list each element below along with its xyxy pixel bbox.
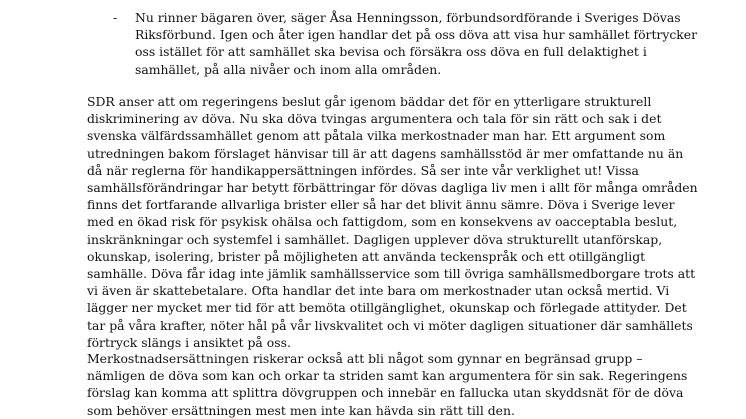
paragraph-merkostnad <box>87 350 737 419</box>
paragraph-line: inskränkningar och systemfel i samhället. Dagligen upplever döva strukturellt utanförskap, <box>87 231 663 247</box>
paragraph-line: diskriminering av döva. Nu ska döva tvingas argumentera och tala för sin rätt och sak i det <box>87 111 662 127</box>
bullet-marker: - <box>113 10 118 25</box>
bullet-line: Nu rinner bägaren över, säger Åsa Henningsson, förbundsordförande i Sveriges Dövas <box>135 10 681 25</box>
paragraph-line: som behöver ersättningen mest men inte kan hävda sin rätt till den. <box>87 402 515 418</box>
paragraph-line: vi även är skattebetalare. Ofta handlar det inte bara om merkostnader utan också mertid. Vi <box>87 283 670 299</box>
paragraph-line: då när reglerna för handikappersättningen infördes. Så ser inte vår verklighet ut! Vissa <box>87 162 639 178</box>
paragraph-line: tar på våra krafter, nöter hål på vår livskvalitet och vi möter dagligen situationer där samhällets <box>87 317 693 333</box>
paragraph-line: finns det fortfarande allvarliga brister eller så har det blivit ännu sämre. Döva i Sverige lever <box>87 197 675 213</box>
paragraph-line: lägger ner mycket mer tid för att bemöta otillgänglighet, okunskap och förlegade attityder. Det <box>87 300 687 316</box>
paragraph-line: Merkostnadsersättningen riskerar också att bli något som gynnar en begränsad grupp – <box>87 351 643 366</box>
bullet-line: oss istället för att samhället ska bevisa och försäkra oss döva en full delaktighet i <box>135 44 647 60</box>
bullet-line: samhället, på alla nivåer och inom alla områden. <box>135 61 442 77</box>
paragraph-line: med en ökad risk för psykisk ohälsa och fattigdom, som en konsekvens av oacceptabla beslut, <box>87 214 678 230</box>
paragraph-sdr-position <box>87 93 737 351</box>
bullet-text <box>135 9 735 78</box>
paragraph-line: samhälle. Döva får idag inte jämlik samhällsservice som till övriga samhällsmedborgare trots att <box>87 266 696 282</box>
paragraph-line: SDR anser att om regeringens beslut går igenom bäddar det för en ytterligare strukturell <box>87 94 652 109</box>
paragraph-line: förslag kan komma att splittra dövgruppen och innebär en fallucka utan skyddsnät för de döva <box>87 385 684 401</box>
paragraph-line: svenska välfärdssamhället genom att påtala vilka merkostnader man har. Ett argument som <box>87 128 666 144</box>
paragraph-line: nämligen de döva som kan och orkar ta striden samt kan argumentera för sin sak. Regeringens <box>87 368 688 384</box>
paragraph-line: förtryck slängs i ansiktet på oss. <box>87 334 291 350</box>
paragraph-line: okunskap, isolering, brister på möjligheten att använda teckenspråk och ett otillgängligt <box>87 248 646 264</box>
paragraph-line: samhällsförändringar har betytt förbättringar för dövas dagliga liv men i allt för många områden <box>87 180 698 196</box>
bullet-line: Riksförbund. Igen och åter igen handlar det på oss döva att visa hur samhället förtrycker <box>135 27 698 43</box>
paragraph-line: utredningen bakom förslaget hänvisar till är att dagens samhällsstöd är mer omfattande nu än <box>87 145 684 161</box>
